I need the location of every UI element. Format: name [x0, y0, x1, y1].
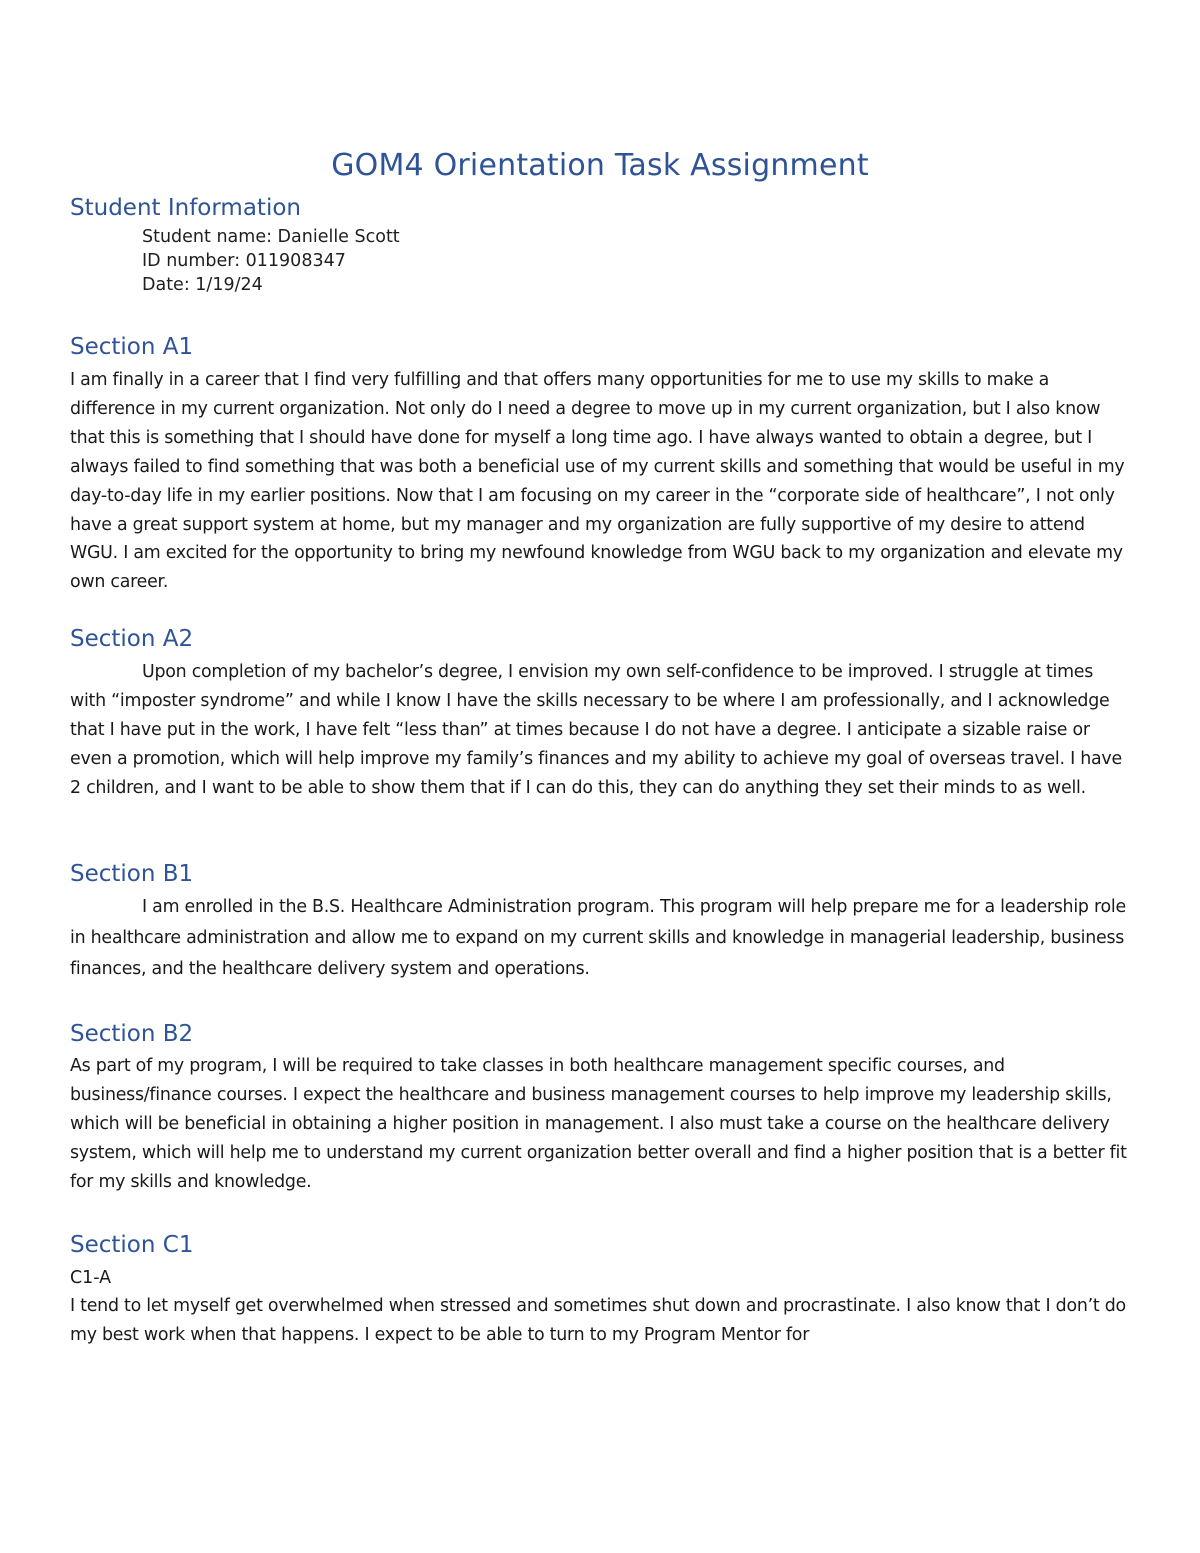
- document-title: GOM4 Orientation Task Assignment: [331, 148, 869, 183]
- section-a1-heading: Section A1: [70, 334, 194, 360]
- section-a2-heading: Section A2: [70, 626, 194, 652]
- section-c1-heading: Section C1: [70, 1232, 194, 1258]
- section-a2-text: Upon completion of my bachelor’s degree, I envision my own self-confidence to be improved. I struggle at times with “imposter syndrome” and while I know I have the skills necessary to be where I am professionally, and I acknowledge that I have put in the work, I have felt “less than” at times because I do not have a degree. I anticipate a sizable raise or even a promotion, which will help improve my family’s finances and my ability to achieve my goal of overseas travel. I have 2 children, and I want to be able to show them that if I can do this, they can do anything they set their minds to as well.: [70, 662, 1122, 798]
- section-c1a-label: C1-A: [70, 1268, 111, 1288]
- section-b2-text: As part of my program, I will be required to take classes in both healthcare management specific courses, and business/finance courses. I expect the healthcare and business management courses to help improve my leadership skills, which will be beneficial in obtaining a higher position in management. I also must take a course on the healthcare delivery system, which will help me to understand my current organization better overall and find a higher position that is a better fit for my skills and knowledge.: [70, 1056, 1127, 1192]
- section-a1-text: I am finally in a career that I find very fulfilling and that offers many opportunities for me to use my skills to make a difference in my current organization. Not only do I need a degree to move up in my current organization, but I also know that this is something that I should have done for myself a long time ago. I have always wanted to obtain a degree, but I always failed to find something that was both a beneficial use of my current skills and something that would be useful in my day-to-day life in my earlier positions. Now that I am focusing on my career in the “corporate side of healthcare”, I not only have a great support system at home, but my manager and my organization are fully supportive of my desire to attend WGU. I am excited for the opportunity to bring my newfound knowledge from WGU back to my organization and elevate my own career.: [70, 370, 1125, 593]
- student-information-heading: Student Information: [70, 195, 301, 221]
- student-name-line: Student name: Danielle Scott: [142, 227, 400, 247]
- section-b1-text: I am enrolled in the B.S. Healthcare Administration program. This program will help prepare me for a leadership role in healthcare administration and allow me to expand on my current skills and knowledge in managerial leadership, business finances, and the healthcare delivery system and operations.: [70, 897, 1126, 979]
- student-id-line: ID number: 011908347: [142, 251, 346, 271]
- date-line: Date: 1/19/24: [142, 275, 263, 295]
- section-c1a-text: I tend to let myself get overwhelmed when stressed and sometimes shut down and procrastinate. I also know that I don’t do my best work when that happens. I expect to be able to turn to my Program Mentor for: [70, 1296, 1126, 1345]
- section-b1-heading: Section B1: [70, 861, 194, 887]
- section-b2-heading: Section B2: [70, 1021, 194, 1047]
